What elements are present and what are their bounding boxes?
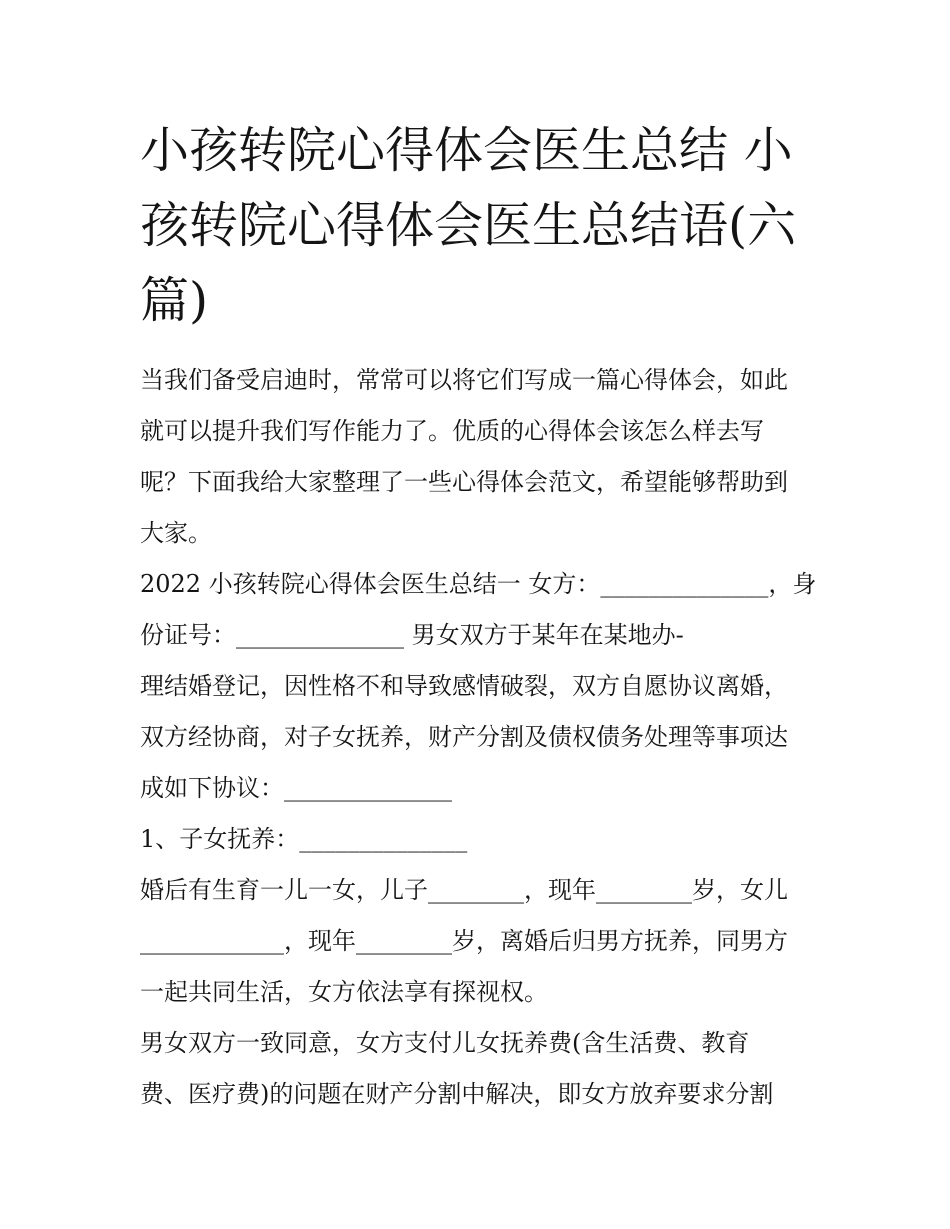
body-line: 大家。 [140,519,212,547]
body-line: ____________，现年________岁，离婚后归男方抚养，同男方 [140,927,788,955]
document-body [140,355,830,1120]
body-line: 男女双方一致同意，女方支付儿女抚养费(含生活费、教育 [140,1029,750,1057]
body-line: 理结婚登记，因性格不和导致感情破裂，双方自愿协议离婚， [140,672,788,700]
body-line: 婚后有生育一儿一女，儿子________，现年________岁，女儿 [140,876,788,904]
document-title [140,113,820,338]
body-line: 呢？下面我给大家整理了一些心得体会范文，希望能够帮助到 [140,468,788,496]
body-line: 份证号：______________ 男女双方于某年在某地办- [140,621,684,649]
body-line: 一起共同生活，女方依法享有探视权。 [140,978,548,1006]
body-line: 2022 小孩转院心得体会医生总结一 女方：______________，身 [140,570,817,598]
title-line: 篇) [140,272,209,329]
title-line: 孩转院心得体会医生总结语(六 [140,197,797,254]
body-line: 费、医疗费)的问题在财产分割中解决，即女方放弃要求分割 [140,1080,774,1108]
body-line: 双方经协商，对子女抚养，财产分割及债权债务处理等事项达 [140,723,788,751]
title-line: 小孩转院心得体会医生总结 小 [140,122,793,179]
body-line: 1、子女抚养：______________ [140,825,468,853]
body-line: 成如下协议：______________ [140,774,452,802]
body-line: 就可以提升我们写作能力了。优质的心得体会该怎么样去写 [140,417,764,445]
body-line: 当我们备受启迪时，常常可以将它们写成一篇心得体会，如此 [140,366,788,394]
